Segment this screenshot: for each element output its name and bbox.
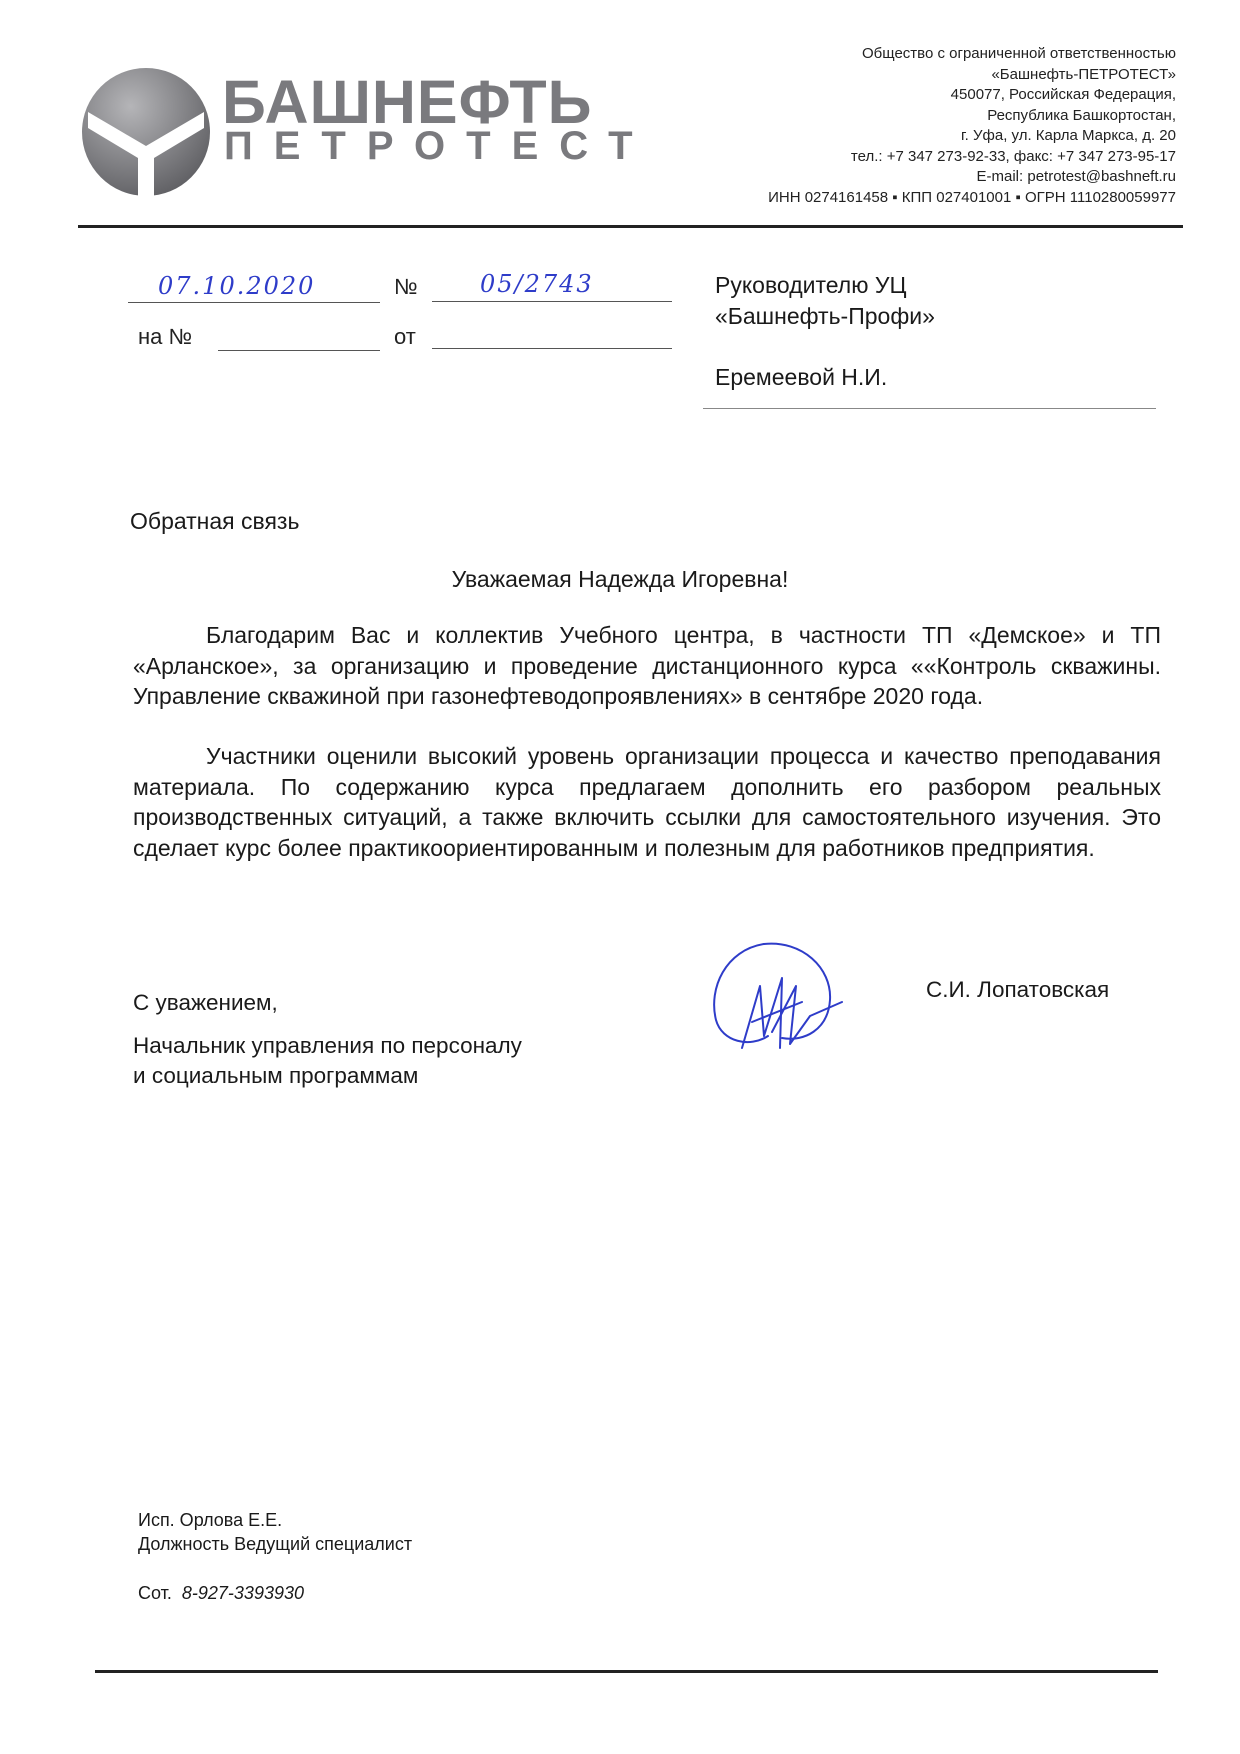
header-divider (78, 225, 1183, 228)
reply-number-underline (218, 350, 380, 351)
signer-position: и социальным программам (133, 1063, 419, 1088)
company-email: E-mail: petrotest@bashneft.ru (976, 168, 1176, 185)
logo-wordmark-top: БАШНЕФТЬ (222, 68, 593, 136)
company-logo-icon (80, 64, 212, 200)
executor-phone-row (138, 1581, 304, 1606)
executor-phone: 8-927-3393930 (181, 1583, 304, 1603)
outgoing-date: 07.10.2020 (158, 272, 316, 300)
number-underline (432, 301, 672, 302)
from-label: от (394, 324, 416, 349)
company-registration: ИНН 0274161458 ▪ КПП 027401001 ▪ ОГРН 1110280059977 (768, 188, 1176, 206)
footer-divider (95, 1670, 1158, 1673)
letter-paragraph: Благодарим Вас и коллектив Учебного центра, в частности ТП «Демское» и ТП «Арланское», за организацию и проведение дистанционного курса ««Контроль скважины. Управление скважиной при газонефтеводопроявлениях» в сентябре 2020 года. (133, 622, 1161, 709)
letter-subject: Обратная связь (130, 508, 300, 534)
number-label: № (394, 274, 418, 299)
executor-phone-label: Сот. (138, 1583, 172, 1603)
recipient-title: Руководителю УЦ (715, 272, 907, 298)
company-line: тел.: +7 347 273-92-33, факс: +7 347 273-95-17 (850, 147, 1176, 165)
letter-salutation: Уважаемая Надежда Игоревна! (451, 566, 789, 592)
executor-name: Исп. Орлова Е.Е. (138, 1510, 283, 1530)
company-line: Республика Башкортостан, (987, 106, 1176, 124)
company-details (768, 44, 1176, 208)
company-line: «Башнефть-ПЕТРОТЕСТ» (991, 65, 1176, 83)
executor-position: Должность Ведущий специалист (138, 1534, 413, 1554)
company-line: Общество с ограниченной ответственностью (862, 45, 1176, 62)
company-line: 450077, Российская Федерация, (950, 86, 1176, 103)
closing-phrase: С уважением, (133, 990, 278, 1015)
signer-position: Начальник управления по персоналу (133, 1033, 522, 1058)
logo-wordmark-bottom: ПЕТРОТЕСТ (224, 124, 654, 168)
handwritten-signature-icon (706, 938, 846, 1068)
reply-date-underline (432, 348, 672, 349)
company-line: г. Уфа, ул. Карла Маркса, д. 20 (961, 127, 1176, 144)
reply-to-label: на № (138, 324, 193, 349)
recipient-organization: «Башнефть-Профи» (715, 303, 935, 329)
signer-name: С.И. Лопатовская (926, 977, 1110, 1002)
date-underline (128, 302, 380, 303)
recipient-underline (703, 408, 1156, 409)
recipient-name: Еремеевой Н.И. (715, 364, 888, 390)
letter-paragraph: Участники оценили высокий уровень организации процесса и качество преподавания материала. По содержанию курса предлагаем дополнить его разбором реальных производственных ситуаций, а также включить ссылки для самостоятельного изучения. Это сделает курс более практикоориентированным и полезным для работников предприятия. (133, 743, 1161, 861)
outgoing-number: 05/2743 (480, 270, 594, 298)
